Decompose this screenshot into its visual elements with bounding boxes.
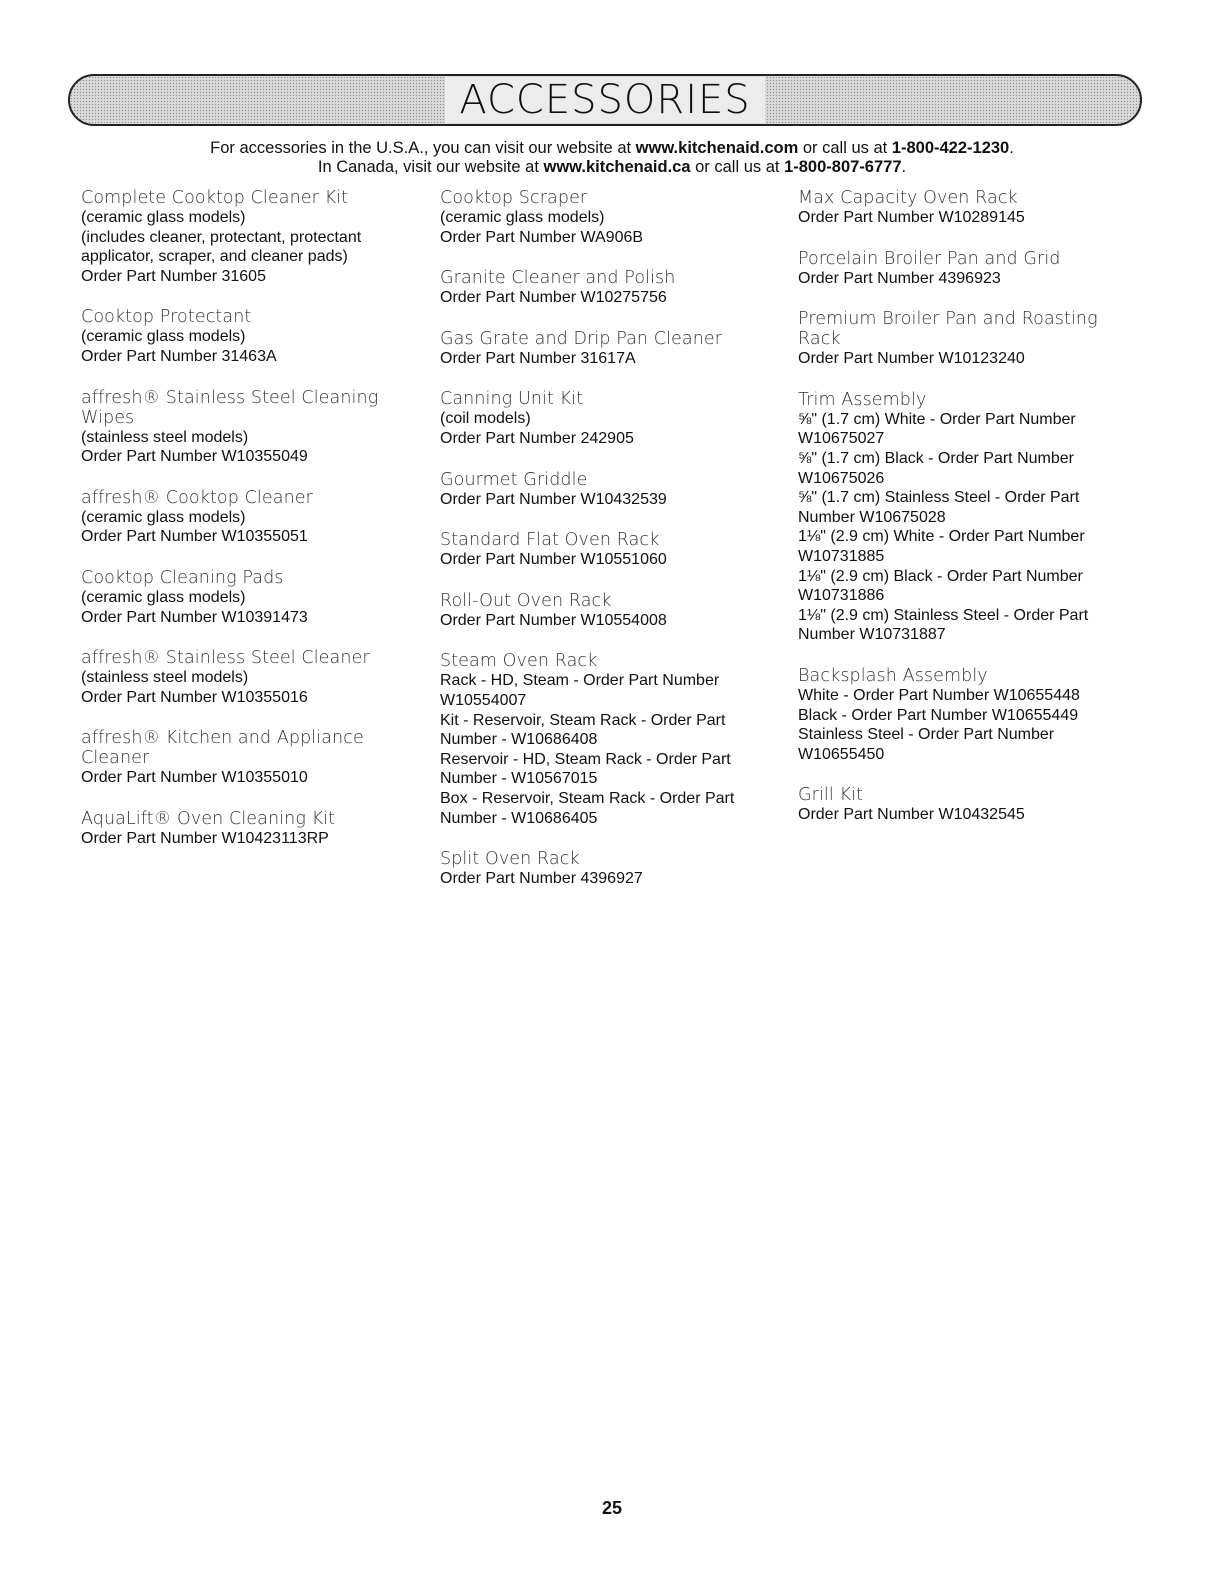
accessory-detail: Box - Reservoir, Steam Rack - Order Part Number - W10686405 <box>440 789 735 827</box>
accessory-detail: Order Part Number 242905 <box>440 429 634 447</box>
accessory-detail: Order Part Number W10432545 <box>798 806 1025 824</box>
accessory-item <box>440 849 780 889</box>
accessory-title: Porcelain Broiler Pan and Grid <box>798 248 1061 269</box>
accessory-detail: Order Part Number 4396927 <box>440 870 643 888</box>
accessory-title: affresh® Cooktop Cleaner <box>81 487 313 508</box>
accessory-detail: Order Part Number W10554008 <box>440 611 667 629</box>
accessory-detail: Black - Order Part Number W10655449 <box>798 706 1079 724</box>
accessory-detail: Order Part Number W10423113RP <box>81 829 329 847</box>
accessory-detail: 1⅛" (2.9 cm) Stainless Steel - Order Part Number W10731887 <box>798 606 1089 644</box>
accessory-detail: Order Part Number W10355049 <box>81 448 308 466</box>
accessory-detail: Order Part Number W10355010 <box>81 769 308 787</box>
accessory-title: Cooktop Scraper <box>440 188 588 208</box>
accessory-detail: Order Part Number 31605 <box>81 267 266 285</box>
accessory-detail: 1⅛" (2.9 cm) White - Order Part Number W10731885 <box>798 528 1085 565</box>
accessory-title: Roll-Out Oven Rack <box>440 590 612 611</box>
accessory-detail: (stainless steel models) <box>81 428 249 446</box>
accessory-title: affresh® Kitchen and Appliance Cleaner <box>81 728 364 769</box>
accessory-item <box>798 309 1128 369</box>
accessory-detail: Stainless Steel - Order Part Number W10655450 <box>798 726 1055 763</box>
accessory-detail: (ceramic glass models) <box>81 588 246 606</box>
accessory-detail: (ceramic glass models) <box>81 209 246 226</box>
accessory-detail: Order Part Number W10355016 <box>81 688 308 706</box>
accessory-detail: Order Part Number W10551060 <box>440 551 667 569</box>
accessory-detail: ⅝" (1.7 cm) Stainless Steel - Order Part Number W10675028 <box>798 489 1080 526</box>
accessory-title: Standard Flat Oven Rack <box>440 530 660 551</box>
accessory-detail: 1⅛" (2.9 cm) Black - Order Part Number W10731886 <box>798 567 1083 605</box>
canada-phone: 1-800-807-6777 <box>784 158 902 176</box>
accessory-detail: Order Part Number WA906B <box>440 228 644 246</box>
accessory-item <box>440 470 780 510</box>
accessory-title: Split Oven Rack <box>440 849 580 870</box>
accessory-title: Trim Assembly <box>798 389 927 410</box>
page-title: ACCESSORIES <box>70 74 1140 126</box>
accessory-item <box>440 651 780 828</box>
accessory-detail: ⅝" (1.7 cm) Black - Order Part Number W10675026 <box>798 449 1074 487</box>
accessory-title: Premium Broiler Pan and Roasting Rack <box>798 309 1098 350</box>
accessory-detail: (includes cleaner, protectant, protectant <box>81 228 362 246</box>
accessory-item <box>440 188 780 247</box>
accessory-item <box>81 648 421 707</box>
accessory-detail: applicator, scraper, and cleaner pads) <box>81 248 348 266</box>
accessory-title: Granite Cleaner and Polish <box>440 268 676 289</box>
accessory-detail: Kit - Reservoir, Steam Rack - Order Part Number - W10686408 <box>440 711 726 749</box>
accessory-title: affresh® Stainless Steel Cleaner <box>81 648 370 669</box>
accessory-detail: Order Part Number W10123240 <box>798 350 1025 368</box>
accessory-title: Max Capacity Oven Rack <box>798 188 1018 208</box>
accessory-detail: (coil models) <box>440 410 531 428</box>
accessory-item <box>440 591 780 631</box>
accessory-item <box>81 388 421 467</box>
accessory-title: Complete Cooktop Cleaner Kit <box>81 188 349 208</box>
accessory-detail: Reservoir - HD, Steam Rack - Order Part Number - W10567015 <box>440 750 731 788</box>
us-website: www.kitchenaid.com <box>635 139 799 157</box>
accessory-title: Cooktop Cleaning Pads <box>81 567 284 588</box>
accessory-item <box>81 188 421 286</box>
accessory-detail: (ceramic glass models) <box>81 508 246 526</box>
accessory-detail: Rack - HD, Steam - Order Part Number W10554007 <box>440 672 720 709</box>
accessory-detail: Order Part Number W10432539 <box>440 490 667 508</box>
accessory-detail: Order Part Number 31463A <box>81 347 277 365</box>
accessory-title: Grill Kit <box>798 785 864 806</box>
accessory-detail: Order Part Number W10355051 <box>81 528 308 546</box>
accessory-detail: (ceramic glass models) <box>81 328 246 346</box>
accessory-detail: Order Part Number 31617A <box>440 349 636 367</box>
page-number: 25 <box>601 1498 623 1518</box>
accessory-item <box>798 188 1128 228</box>
accessory-column-3 <box>798 188 1128 846</box>
accessory-item <box>798 666 1128 764</box>
intro-line-canada: In Canada, visit our website at www.kitchenaid.ca or call us at 1-800-807-6777. <box>317 158 907 176</box>
accessory-item <box>798 390 1128 645</box>
accessory-item <box>81 809 421 849</box>
us-phone: 1-800-422-1230 <box>891 139 1010 157</box>
accessory-detail: Order Part Number W10391473 <box>81 608 308 626</box>
intro-text <box>0 139 1224 177</box>
accessory-item <box>440 530 780 570</box>
accessory-item <box>440 389 780 448</box>
accessory-title: Backsplash Assembly <box>798 665 988 686</box>
canada-website: www.kitchenaid.ca <box>543 158 691 176</box>
accessory-item <box>81 488 421 547</box>
accessory-title: Gas Grate and Drip Pan Cleaner <box>440 328 723 349</box>
accessory-detail: (stainless steel models) <box>81 669 249 687</box>
accessory-title: affresh® Stainless Steel Cleaning Wipes <box>81 387 379 428</box>
intro-line-us: For accessories in the U.S.A., you can visit our website at www.kitchenaid.com or call us at 1-800-422-1230. <box>210 139 1014 157</box>
accessory-item <box>440 268 780 308</box>
accessory-detail: Order Part Number W10275756 <box>440 289 667 307</box>
section-banner <box>68 74 1142 126</box>
accessory-title: Canning Unit Kit <box>440 389 584 410</box>
accessory-detail: Order Part Number W10289145 <box>798 209 1025 226</box>
accessory-item <box>798 249 1128 289</box>
accessory-detail: (ceramic glass models) <box>440 209 605 226</box>
accessory-column-1 <box>81 188 421 870</box>
accessory-column-2 <box>440 188 780 910</box>
accessory-title: AquaLift® Oven Cleaning Kit <box>81 808 336 829</box>
accessory-title: Gourmet Griddle <box>440 469 588 490</box>
accessory-detail: Order Part Number 4396923 <box>798 269 1001 287</box>
accessory-item <box>798 785 1128 825</box>
accessory-title: Cooktop Protectant <box>81 307 252 328</box>
accessory-title: Steam Oven Rack <box>440 651 598 672</box>
accessory-item <box>81 728 421 788</box>
accessory-detail: ⅝" (1.7 cm) White - Order Part Number W10675027 <box>798 410 1076 448</box>
accessory-detail: White - Order Part Number W10655448 <box>798 686 1080 704</box>
accessory-item <box>81 568 421 627</box>
accessory-item <box>440 329 780 369</box>
accessory-item <box>81 307 421 366</box>
